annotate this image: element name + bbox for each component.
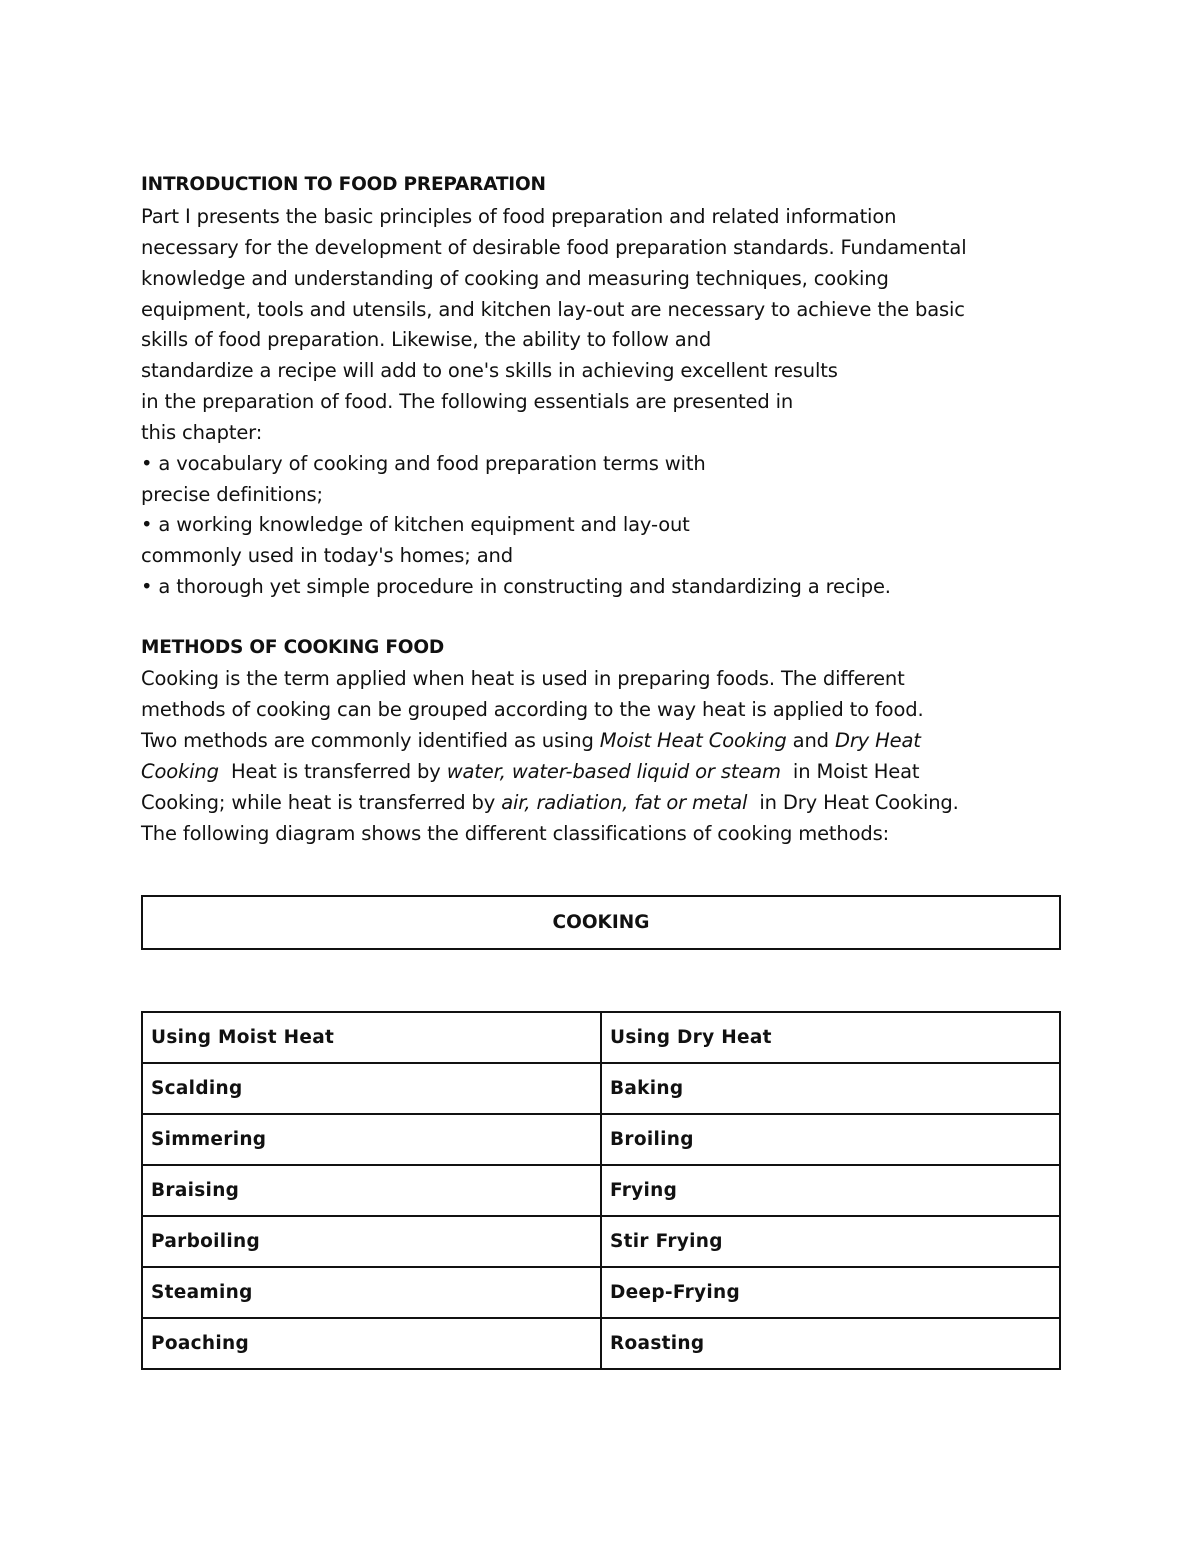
methods-line [141,760,919,784]
intro-line: equipment, tools and utensils, and kitchen lay-out are necessary to achieve the basic [141,298,965,321]
methods-line: Cooking is the term applied when heat is used in preparing foods. The different [141,667,905,690]
moist-method-cell: Braising [142,1165,601,1216]
intro-line: precise definitions; [141,483,323,506]
moist-method-cell: Parboiling [142,1216,601,1267]
methods-heading: METHODS OF COOKING FOOD [141,637,445,658]
table-row [142,1012,1060,1063]
cooking-methods-table [141,1011,1061,1370]
moist-method-cell: Simmering [142,1114,601,1165]
text-run: and [786,729,835,752]
dry-method-cell: Baking [601,1063,1060,1114]
text-run: Two methods are commonly identified as using [141,729,600,752]
intro-line: skills of food preparation. Likewise, the ability to follow and [141,328,712,351]
intro-line: this chapter: [141,421,263,444]
dry-heat-term: Dry Heat [834,729,921,752]
methods-line: The following diagram shows the different classifications of cooking methods: [141,822,890,845]
moist-media-term: water, water-based liquid or steam [446,760,781,783]
bullet-item: • a thorough yet simple procedure in constructing and standardizing a recipe. [141,575,891,598]
intro-line: Part I presents the basic principles of food preparation and related information [141,205,897,228]
dry-method-cell: Deep-Frying [601,1267,1060,1318]
text-run: Cooking; while heat is transferred by [141,791,502,814]
bullet-item: • a vocabulary of cooking and food preparation terms with [141,452,706,475]
intro-line: standardize a recipe will add to one's skills in achieving excellent results [141,359,838,382]
table-row [142,1114,1060,1165]
dry-method-cell: Broiling [601,1114,1060,1165]
moist-heat-header: Using Moist Heat [142,1012,601,1063]
bullet-item: • a working knowledge of kitchen equipment and lay-out [141,513,690,536]
moist-method-cell: Scalding [142,1063,601,1114]
cooking-term: Cooking [141,760,219,783]
cooking-diagram-title [141,895,1061,950]
intro-line: in the preparation of food. The following essentials are presented in [141,390,794,413]
table-row [142,1063,1060,1114]
methods-line: methods of cooking can be grouped according to the way heat is applied to food. [141,698,924,721]
text-run: Heat is transferred by [218,760,447,783]
cooking-title-text: COOKING [552,912,650,933]
dry-method-cell: Roasting [601,1318,1060,1369]
dry-heat-header: Using Dry Heat [601,1012,1060,1063]
intro-heading: INTRODUCTION TO FOOD PREPARATION [141,174,546,195]
dry-media-term: air, radiation, fat or metal [501,791,748,814]
moist-method-cell: Poaching [142,1318,601,1369]
table-row [142,1216,1060,1267]
table-row [142,1267,1060,1318]
moist-method-cell: Steaming [142,1267,601,1318]
methods-line [141,729,921,753]
intro-line: necessary for the development of desirable food preparation standards. Fundamental [141,236,967,259]
text-run: in Dry Heat Cooking. [747,791,959,814]
table-row [142,1165,1060,1216]
dry-method-cell: Stir Frying [601,1216,1060,1267]
intro-line: knowledge and understanding of cooking and measuring techniques, cooking [141,267,889,290]
moist-heat-term: Moist Heat Cooking [599,729,787,752]
dry-method-cell: Frying [601,1165,1060,1216]
methods-line [141,791,959,815]
table-row [142,1318,1060,1369]
intro-line: commonly used in today's homes; and [141,544,513,567]
text-run: in Moist Heat [780,760,920,783]
